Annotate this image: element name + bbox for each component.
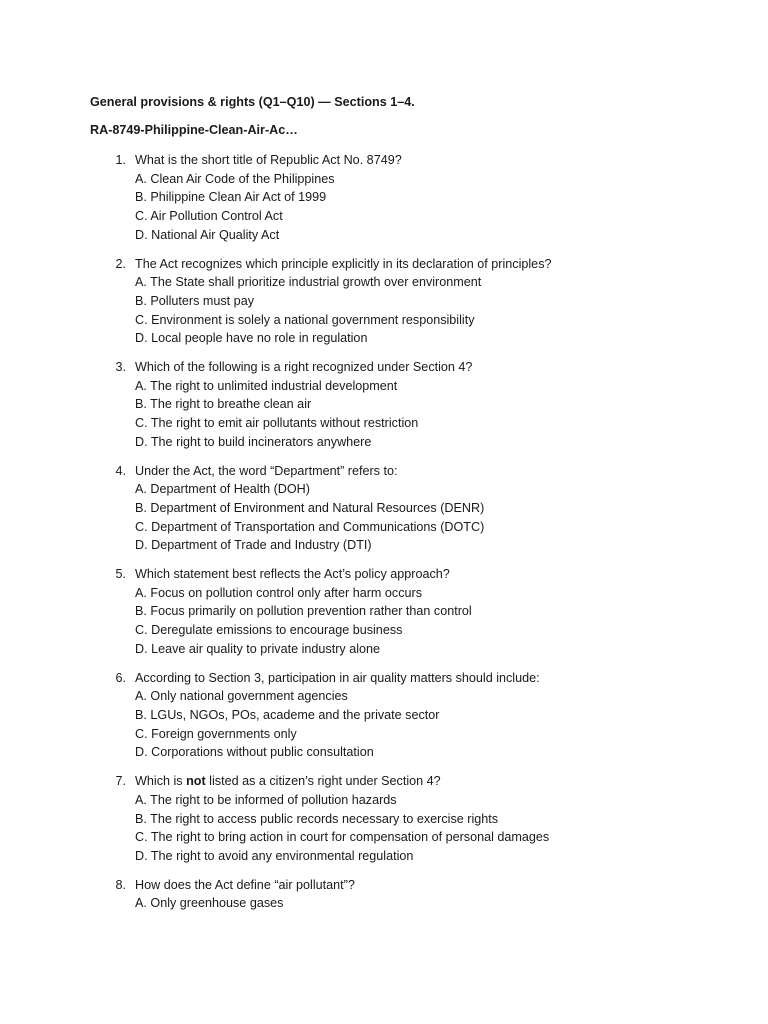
answer-option-b: B. LGUs, NGOs, POs, academe and the private sector	[135, 707, 440, 722]
question-number: 5.	[115, 567, 126, 582]
answer-option-b: B. The right to breathe clean air	[135, 397, 312, 412]
document-subheading: RA-8749-Philippine-Clean-Air-Ac…	[90, 123, 298, 137]
answer-option-c: C. Department of Transportation and Communications (DOTC)	[135, 519, 485, 534]
question-text: Which of the following is a right recognized under Section 4?	[135, 360, 473, 375]
question-number: 1.	[115, 153, 126, 167]
answer-option-b: B. Department of Environment and Natural Resources (DENR)	[135, 500, 485, 515]
answer-option-c: C. Deregulate emissions to encourage business	[135, 623, 403, 638]
answer-option-a: A. Department of Health (DOH)	[135, 482, 310, 497]
question-number: 2.	[115, 256, 126, 271]
answer-option-b: B. Polluters must pay	[135, 293, 254, 308]
question-item	[110, 462, 750, 556]
question-text: The Act recognizes which principle explicitly in its declaration of principles?	[135, 256, 552, 271]
answer-option-d: D. The right to avoid any environmental regulation	[135, 848, 414, 863]
answer-option-d: D. Corporations without public consultation	[135, 745, 374, 760]
question-text: Which statement best reflects the Act’s policy approach?	[135, 567, 450, 582]
answer-option-a: A. The right to unlimited industrial development	[135, 378, 398, 393]
answer-option-d: D. Department of Trade and Industry (DTI)	[135, 538, 372, 553]
question-text-end: listed as a citizen’s right under Section 4?	[205, 774, 441, 789]
answer-option-c: C. The right to emit air pollutants without restriction	[135, 416, 419, 431]
answer-option-a: A. Focus on pollution control only after harm occurs	[135, 585, 422, 600]
question-item	[110, 565, 750, 659]
question-list	[110, 151, 750, 923]
answer-option-b: B. Philippine Clean Air Act of 1999	[135, 190, 327, 205]
question-item	[110, 876, 750, 913]
answer-option-a: A. Clean Air Code of the Philippines	[135, 171, 335, 186]
answer-option-d: D. The right to build incinerators anywhere	[135, 434, 372, 449]
question-text: What is the short title of Republic Act No. 8749?	[135, 153, 402, 167]
question-text-start: Which is	[135, 774, 187, 789]
question-number: 8.	[115, 877, 126, 892]
question-text: According to Section 3, participation in air quality matters should include:	[135, 670, 540, 685]
question-item	[110, 669, 750, 763]
answer-option-a: A. Only greenhouse gases	[135, 896, 284, 911]
question-item	[110, 255, 750, 349]
answer-option-a: A. Only national government agencies	[135, 689, 348, 704]
answer-option-d: D. Local people have no role in regulation	[135, 331, 368, 346]
question-number: 4.	[115, 463, 126, 478]
question-number: 3.	[115, 360, 126, 375]
answer-option-b: B. Focus primarily on pollution prevention rather than control	[135, 604, 472, 619]
answer-option-a: A. The State shall prioritize industrial growth over environment	[135, 275, 482, 290]
answer-option-c: C. The right to bring action in court for compensation of personal damages	[135, 830, 550, 845]
question-text: Under the Act, the word “Department” refers to:	[135, 463, 398, 478]
question-item	[110, 358, 750, 452]
answer-option-b: B. The right to access public records necessary to exercise rights	[135, 811, 499, 826]
answer-option-c: C. Air Pollution Control Act	[135, 209, 283, 224]
question-item	[110, 772, 750, 866]
answer-option-c: C. Foreign governments only	[135, 726, 297, 741]
answer-option-a: A. The right to be informed of pollution hazards	[135, 792, 397, 807]
answer-option-d: D. Leave air quality to private industry alone	[135, 641, 381, 656]
answer-option-d: D. National Air Quality Act	[135, 227, 280, 242]
question-number: 6.	[115, 670, 126, 685]
question-item	[110, 151, 750, 245]
question-text	[135, 772, 750, 791]
question-number: 7.	[115, 774, 126, 789]
answer-option-c: C. Environment is solely a national government responsibility	[135, 312, 475, 327]
question-text: How does the Act define “air pollutant”?	[135, 877, 355, 892]
section-heading: General provisions & rights (Q1–Q10) — Sections 1–4.	[90, 95, 415, 109]
question-text-emphasis: not	[186, 774, 206, 789]
